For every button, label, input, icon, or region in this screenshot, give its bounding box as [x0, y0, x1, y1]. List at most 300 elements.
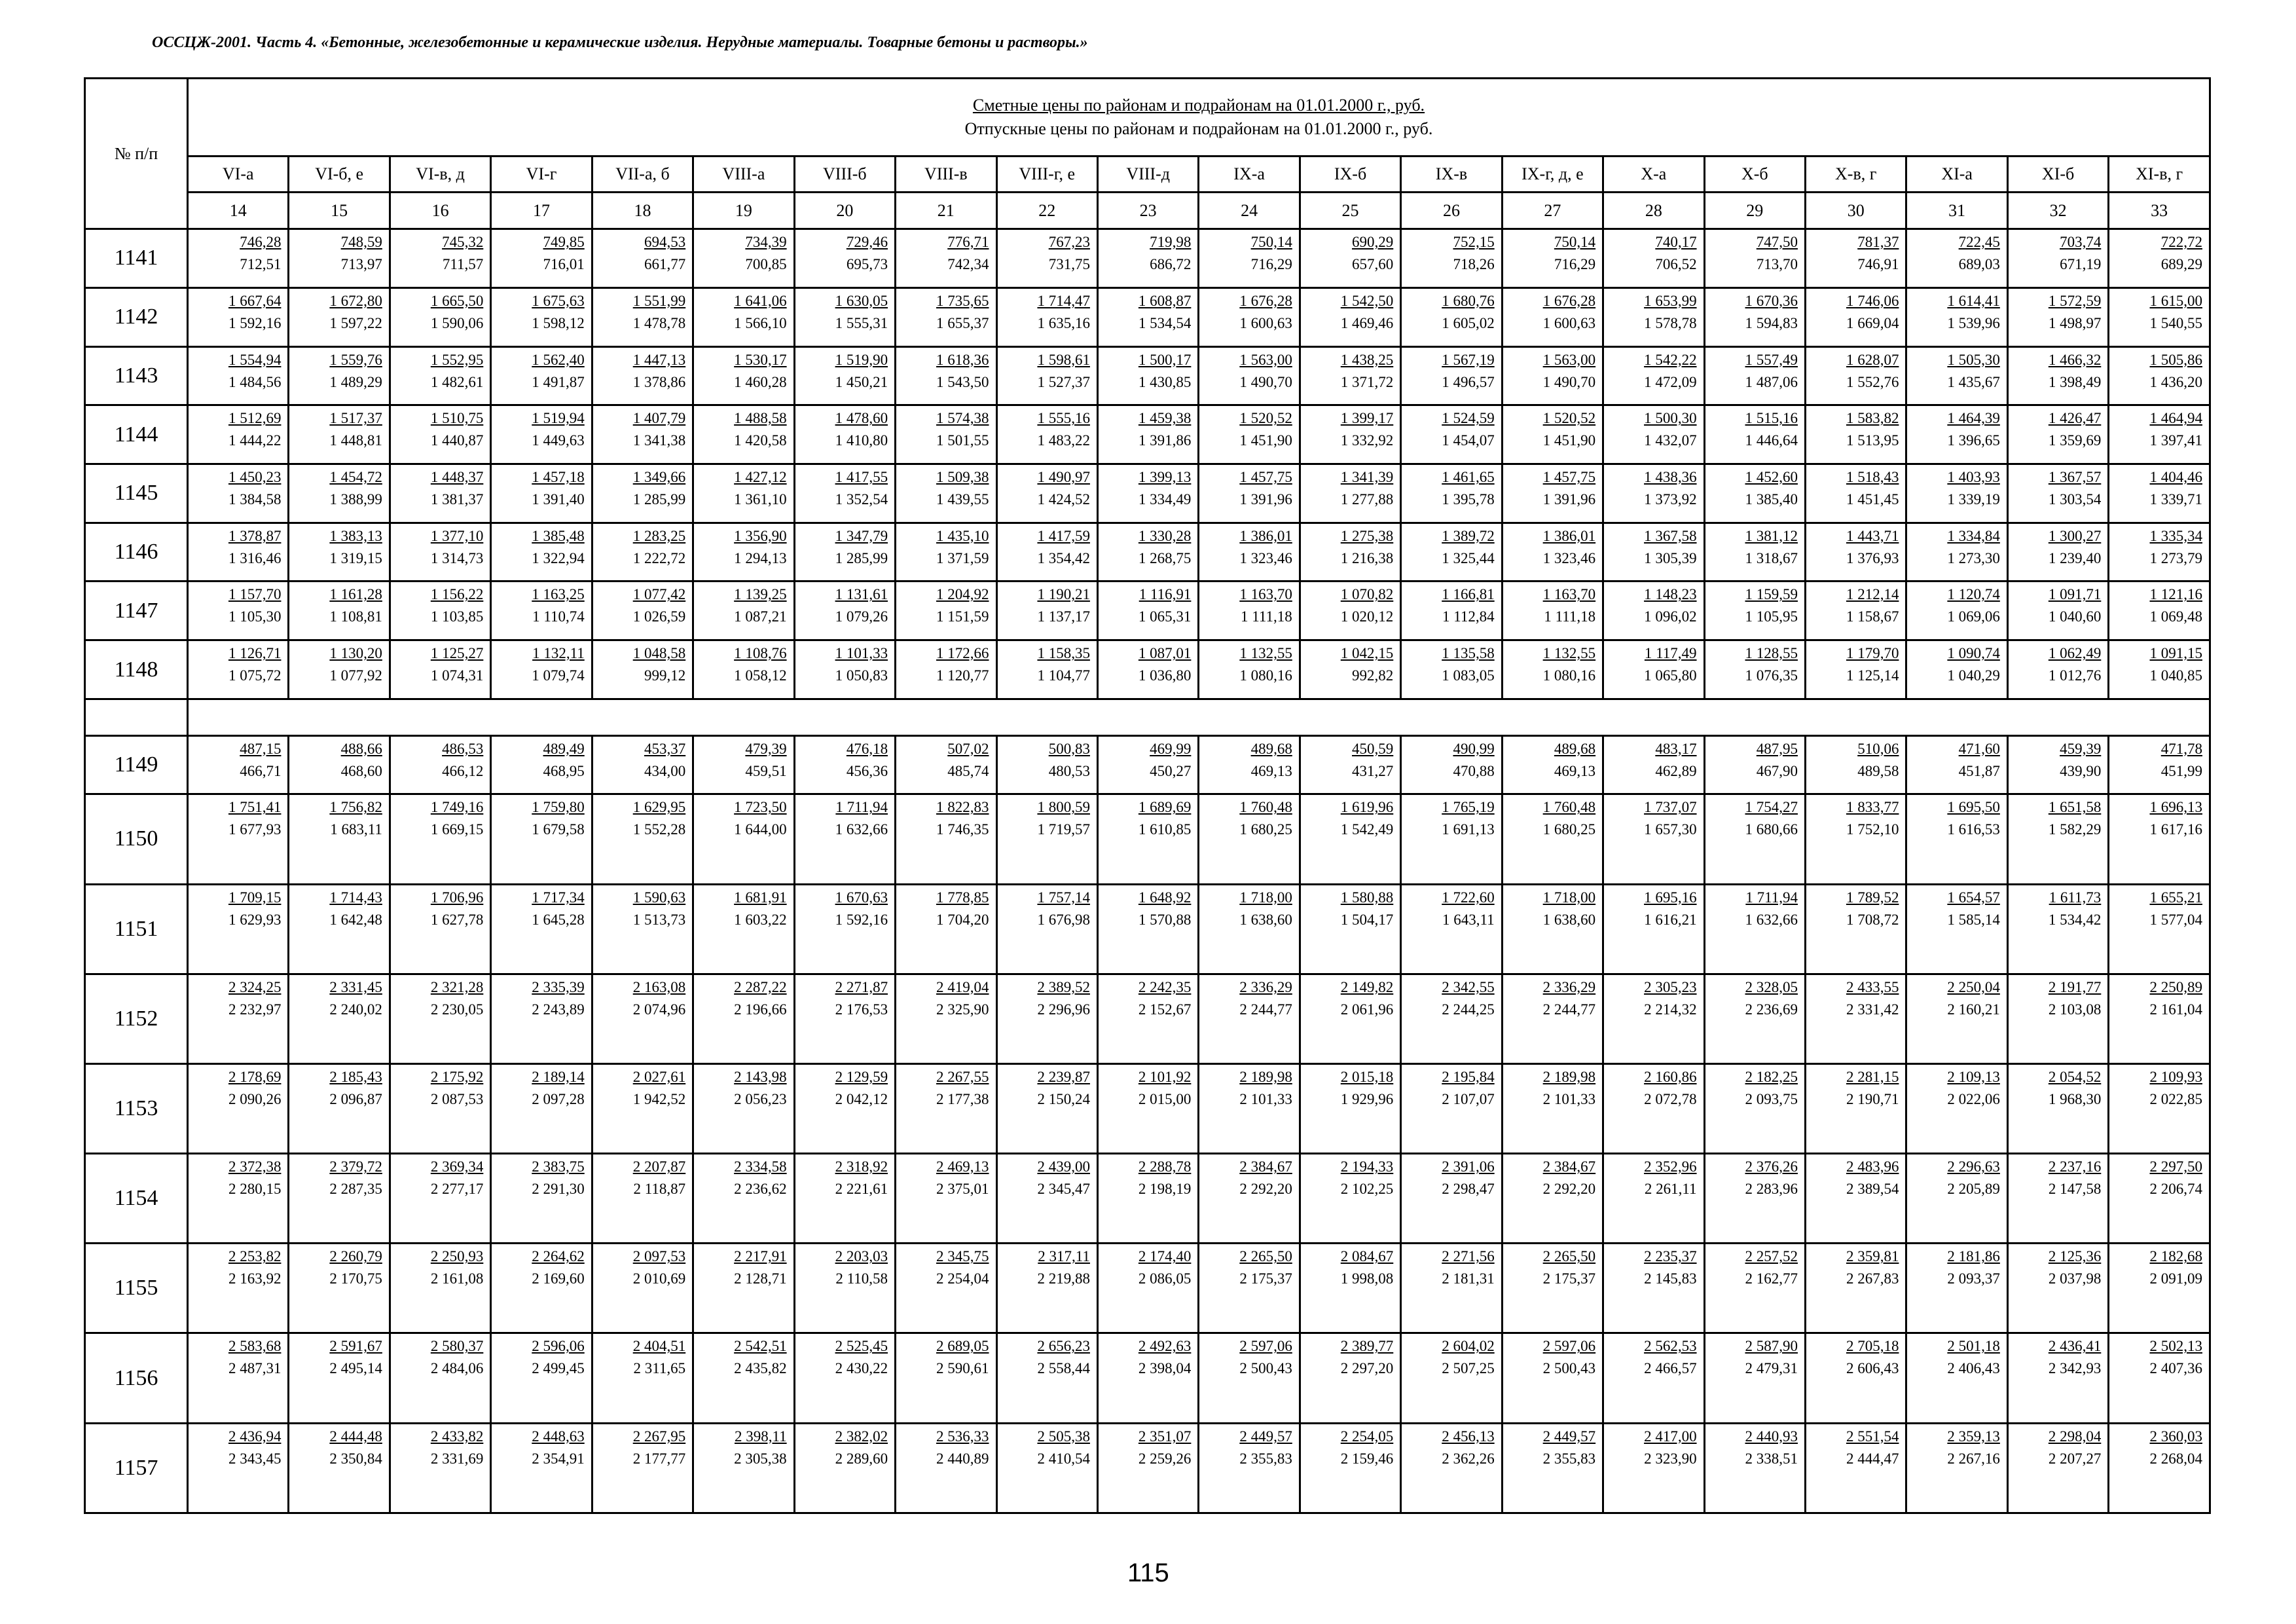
price-cell — [1906, 464, 2007, 523]
estimated-price: 2 163,08 — [632, 978, 686, 995]
price-cell — [491, 464, 592, 523]
price-cell — [1502, 1423, 1603, 1513]
selling-price: 1 610,85 — [1138, 821, 1192, 838]
estimated-price: 1 438,25 — [1340, 351, 1394, 368]
estimated-price: 2 101,92 — [1138, 1068, 1192, 1085]
price-cell — [491, 287, 592, 346]
selling-price: 716,29 — [1250, 256, 1292, 273]
estimated-price: 2 143,98 — [734, 1068, 787, 1085]
estimated-price: 2 502,13 — [2149, 1338, 2202, 1355]
estimated-price: 1 737,07 — [1644, 799, 1697, 816]
price-cell — [1603, 1423, 1704, 1513]
price-cell — [996, 581, 1097, 640]
selling-price: 1 158,67 — [1846, 608, 1899, 625]
estimated-price: 1 383,13 — [329, 527, 382, 544]
estimated-price: 2 129,59 — [835, 1068, 888, 1085]
region-header: IX-б — [1300, 156, 1400, 193]
price-cell — [1502, 581, 1603, 640]
estimated-price: 2 271,87 — [835, 978, 888, 995]
price-cell — [896, 1333, 996, 1423]
selling-price: 2 150,24 — [1037, 1090, 1090, 1107]
region-header: VI-г — [491, 156, 592, 193]
price-cell — [896, 1154, 996, 1244]
column-number: 16 — [390, 193, 490, 229]
estimated-price: 1 717,34 — [532, 889, 585, 906]
estimated-price: 1 347,79 — [835, 527, 888, 544]
price-cell — [1806, 794, 1906, 884]
estimated-price: 750,14 — [1554, 234, 1596, 251]
estimated-price: 1 590,63 — [632, 889, 686, 906]
estimated-price: 1 665,50 — [430, 292, 484, 309]
estimated-price: 1 447,13 — [632, 351, 686, 368]
selling-price: 2 466,57 — [1644, 1360, 1697, 1377]
price-cell — [794, 1154, 895, 1244]
estimated-price: 1 335,34 — [2149, 527, 2202, 544]
estimated-price: 1 120,74 — [1947, 586, 2000, 603]
price-cell — [1401, 884, 1502, 974]
selling-price: 1 285,99 — [632, 490, 686, 507]
estimated-price: 1 478,60 — [835, 410, 888, 427]
estimated-price: 1 435,10 — [936, 527, 989, 544]
selling-price: 1 334,49 — [1138, 490, 1192, 507]
price-cell — [1603, 1244, 1704, 1333]
selling-price: 718,26 — [1453, 256, 1495, 273]
column-number: 24 — [1199, 193, 1300, 229]
estimated-price: 2 689,05 — [936, 1338, 989, 1355]
estimated-price: 1 530,17 — [734, 351, 787, 368]
estimated-price: 1 490,97 — [1037, 468, 1090, 485]
selling-price: 713,70 — [1756, 256, 1798, 273]
selling-price: 2 074,96 — [632, 1001, 686, 1018]
estimated-price: 1 117,49 — [1644, 645, 1697, 662]
estimated-price: 1 330,28 — [1138, 527, 1192, 544]
selling-price: 2 375,01 — [936, 1181, 989, 1198]
price-cell — [289, 287, 390, 346]
selling-price: 1 543,50 — [936, 373, 989, 390]
selling-price: 2 311,65 — [633, 1360, 686, 1377]
price-cell — [592, 581, 693, 640]
estimated-price: 2 267,55 — [936, 1068, 989, 1085]
table-title — [188, 79, 2210, 157]
estimated-price: 2 359,13 — [1947, 1428, 2000, 1445]
estimated-price: 1 653,99 — [1644, 292, 1697, 309]
price-cell — [1603, 974, 1704, 1063]
selling-price: 1 669,04 — [1846, 314, 1899, 331]
price-cell — [794, 287, 895, 346]
estimated-price: 1 648,92 — [1138, 889, 1192, 906]
selling-price: 1 314,73 — [430, 549, 484, 566]
estimated-price: 2 448,63 — [532, 1428, 585, 1445]
estimated-price: 1 048,58 — [632, 645, 686, 662]
estimated-price: 740,17 — [1655, 234, 1697, 251]
estimated-price: 2 336,29 — [1542, 978, 1596, 995]
selling-price: 2 090,26 — [228, 1090, 282, 1107]
price-cell — [1603, 640, 1704, 699]
price-cell — [2109, 287, 2210, 346]
selling-price: 2 102,25 — [1340, 1181, 1394, 1198]
price-cell — [491, 1333, 592, 1423]
selling-price: 1 040,29 — [1947, 667, 2000, 684]
selling-price: 1 112,84 — [1442, 608, 1495, 625]
region-header: X-в, г — [1806, 156, 1906, 193]
selling-price: 2 500,43 — [1542, 1360, 1596, 1377]
price-cell — [1603, 735, 1704, 794]
estimated-price: 2 389,52 — [1037, 978, 1090, 995]
price-cell — [2007, 1063, 2108, 1153]
price-cell — [592, 1333, 693, 1423]
selling-price: 2 261,11 — [1644, 1181, 1697, 1198]
price-cell — [1199, 287, 1300, 346]
selling-price: 1 679,58 — [532, 821, 585, 838]
selling-price: 1 040,85 — [2149, 667, 2202, 684]
price-cell — [1097, 1063, 1198, 1153]
region-header: XI-в, г — [2109, 156, 2210, 193]
selling-price: 2 305,38 — [734, 1450, 787, 1467]
selling-price: 467,90 — [1756, 762, 1798, 779]
price-cell — [1097, 464, 1198, 523]
column-number: 22 — [996, 193, 1097, 229]
selling-price: 1 691,13 — [1442, 821, 1495, 838]
selling-price: 1 440,87 — [430, 432, 484, 449]
selling-price: 1 629,93 — [228, 911, 282, 928]
selling-price: 1 065,31 — [1138, 608, 1192, 625]
selling-price: 2 495,14 — [329, 1360, 382, 1377]
price-cell — [188, 735, 289, 794]
price-cell — [188, 229, 289, 288]
estimated-price: 1 749,16 — [430, 799, 484, 816]
price-cell — [390, 287, 490, 346]
row-number: 1150 — [85, 794, 188, 884]
estimated-price: 2 501,18 — [1947, 1338, 2000, 1355]
price-cell — [289, 1333, 390, 1423]
price-cell — [1906, 581, 2007, 640]
price-cell — [693, 884, 794, 974]
selling-price: 1 460,28 — [734, 373, 787, 390]
estimated-price: 2 189,14 — [532, 1068, 585, 1085]
estimated-price: 2 335,39 — [532, 978, 585, 995]
selling-price: 2 606,43 — [1846, 1360, 1899, 1377]
estimated-price: 2 334,58 — [734, 1158, 787, 1175]
estimated-price: 1 459,38 — [1138, 410, 1192, 427]
selling-price: 1 539,96 — [1947, 314, 2000, 331]
selling-price: 1 446,64 — [1745, 432, 1798, 449]
region-header: X-б — [1704, 156, 1805, 193]
price-cell — [1097, 523, 1198, 581]
selling-price: 1 036,80 — [1138, 667, 1192, 684]
price-cell — [390, 794, 490, 884]
price-cell — [390, 1063, 490, 1153]
selling-price: 2 232,97 — [228, 1001, 282, 1018]
column-number: 27 — [1502, 193, 1603, 229]
price-cell — [1401, 1333, 1502, 1423]
price-cell — [1704, 287, 1805, 346]
price-cell — [794, 523, 895, 581]
selling-price: 1 332,92 — [1340, 432, 1394, 449]
selling-price: 1 643,11 — [1442, 911, 1495, 928]
estimated-price: 1 580,88 — [1340, 889, 1394, 906]
selling-price: 1 435,67 — [1947, 373, 2000, 390]
estimated-price: 1 179,70 — [1846, 645, 1899, 662]
price-cell — [1097, 287, 1198, 346]
selling-price: 2 298,47 — [1442, 1181, 1495, 1198]
region-header: VI-в, д — [390, 156, 490, 193]
estimated-price: 1 689,69 — [1138, 799, 1192, 816]
selling-price: 1 077,92 — [329, 667, 382, 684]
price-cell — [794, 884, 895, 974]
estimated-price: 2 250,04 — [1947, 978, 2000, 995]
selling-price: 1 108,81 — [329, 608, 382, 625]
table-row — [85, 1423, 2210, 1513]
estimated-price: 487,15 — [240, 740, 282, 757]
selling-price: 1 585,14 — [1947, 911, 2000, 928]
price-cell — [1806, 1423, 1906, 1513]
price-cell — [390, 1423, 490, 1513]
price-cell — [1097, 974, 1198, 1063]
selling-price: 2 022,06 — [1947, 1090, 2000, 1107]
price-cell — [1603, 346, 1704, 405]
selling-price: 1 478,78 — [632, 314, 686, 331]
header-title-row — [85, 79, 2210, 157]
selling-price: 2 163,92 — [228, 1270, 282, 1287]
price-cell — [1097, 735, 1198, 794]
price-cell — [491, 405, 592, 464]
selling-price: 480,53 — [1048, 762, 1090, 779]
price-cell — [1704, 1063, 1805, 1153]
estimated-price: 2 027,61 — [632, 1068, 686, 1085]
selling-price: 1 354,42 — [1037, 549, 1090, 566]
estimated-price: 1 163,70 — [1542, 586, 1596, 603]
selling-price: 2 499,45 — [532, 1360, 585, 1377]
estimated-price: 750,14 — [1250, 234, 1292, 251]
selling-price: 1 600,63 — [1542, 314, 1596, 331]
price-cell — [1806, 405, 1906, 464]
price-cell — [1603, 1333, 1704, 1423]
estimated-price: 2 492,63 — [1138, 1338, 1192, 1355]
selling-price: 2 487,31 — [228, 1360, 282, 1377]
estimated-price: 2 185,43 — [329, 1068, 382, 1085]
region-header-row — [85, 156, 2210, 193]
estimated-price: 1 404,46 — [2149, 468, 2202, 485]
selling-price: 1 074,31 — [430, 667, 484, 684]
column-number: 30 — [1806, 193, 1906, 229]
estimated-price: 2 178,69 — [228, 1068, 282, 1085]
price-cell — [996, 523, 1097, 581]
estimated-price: 1 161,28 — [329, 586, 382, 603]
estimated-price: 2 439,00 — [1037, 1158, 1090, 1175]
price-cell — [188, 1423, 289, 1513]
region-header: VI-б, е — [289, 156, 390, 193]
selling-price: 1 105,30 — [228, 608, 282, 625]
price-cell — [1806, 229, 1906, 288]
estimated-price: 2 433,55 — [1846, 978, 1899, 995]
price-cell — [2007, 794, 2108, 884]
price-cell — [390, 1244, 490, 1333]
price-cell — [794, 640, 895, 699]
selling-price: 1 385,40 — [1745, 490, 1798, 507]
estimated-price: 2 389,77 — [1340, 1338, 1394, 1355]
selling-price: 2 440,89 — [936, 1450, 989, 1467]
price-cell — [1300, 287, 1400, 346]
price-table — [84, 77, 2211, 1514]
price-cell — [896, 464, 996, 523]
price-cell — [1300, 1333, 1400, 1423]
price-cell — [896, 884, 996, 974]
price-cell — [592, 287, 693, 346]
estimated-price: 1 654,57 — [1947, 889, 2000, 906]
estimated-price: 1 381,12 — [1745, 527, 1798, 544]
selling-price: 2 287,35 — [329, 1181, 382, 1198]
price-cell — [1401, 1063, 1502, 1153]
estimated-price: 1 148,23 — [1644, 586, 1697, 603]
estimated-price: 2 207,87 — [632, 1158, 686, 1175]
row-number: 1145 — [85, 464, 188, 523]
estimated-price: 2 250,89 — [2149, 978, 2202, 995]
selling-price: 1 439,55 — [936, 490, 989, 507]
selling-price: 2 042,12 — [835, 1090, 888, 1107]
selling-price: 470,88 — [1453, 762, 1495, 779]
price-cell — [996, 1154, 1097, 1244]
column-number: 33 — [2109, 193, 2210, 229]
selling-price: 1 318,67 — [1745, 549, 1798, 566]
price-cell — [289, 1063, 390, 1153]
price-cell — [1300, 794, 1400, 884]
estimated-price: 1 515,16 — [1745, 410, 1798, 427]
selling-price: 1 680,25 — [1542, 821, 1596, 838]
estimated-price: 1 554,94 — [228, 351, 282, 368]
price-cell — [2007, 523, 2108, 581]
estimated-price: 690,29 — [1352, 234, 1394, 251]
estimated-price: 453,37 — [644, 740, 686, 757]
price-cell — [1199, 640, 1300, 699]
estimated-price: 2 417,00 — [1644, 1428, 1697, 1445]
selling-price: 2 110,58 — [835, 1270, 888, 1287]
selling-price: 686,72 — [1150, 256, 1192, 273]
selling-price: 466,71 — [240, 762, 282, 779]
selling-price: 1 616,21 — [1644, 911, 1697, 928]
selling-price: 2 091,09 — [2149, 1270, 2202, 1287]
price-cell — [1199, 229, 1300, 288]
estimated-price: 1 172,66 — [936, 645, 989, 662]
selling-price: 1 371,59 — [936, 549, 989, 566]
selling-price: 2 160,21 — [1947, 1001, 2000, 1018]
selling-price: 2 236,62 — [734, 1181, 787, 1198]
selling-price: 1 277,88 — [1340, 490, 1394, 507]
price-cell — [289, 735, 390, 794]
estimated-price: 1 641,06 — [734, 292, 787, 309]
price-cell — [2109, 229, 2210, 288]
estimated-price: 1 695,16 — [1644, 889, 1697, 906]
table-row — [85, 1154, 2210, 1244]
estimated-price: 776,71 — [947, 234, 989, 251]
selling-price: 1 396,65 — [1947, 432, 2000, 449]
selling-price: 1 069,48 — [2149, 608, 2202, 625]
estimated-price: 1 711,94 — [1745, 889, 1798, 906]
estimated-price: 703,74 — [2060, 234, 2102, 251]
price-cell — [896, 581, 996, 640]
estimated-price: 2 433,82 — [430, 1428, 484, 1445]
estimated-price: 2 257,52 — [1745, 1248, 1798, 1265]
price-cell — [1704, 229, 1805, 288]
selling-price: 711,57 — [442, 256, 484, 273]
price-cell — [1401, 464, 1502, 523]
estimated-price: 2 352,96 — [1644, 1158, 1697, 1175]
price-cell — [1704, 884, 1805, 974]
estimated-price: 1 116,91 — [1139, 586, 1192, 603]
selling-price: 434,00 — [644, 762, 686, 779]
estimated-price: 1 132,11 — [532, 645, 585, 662]
selling-price: 1 352,54 — [835, 490, 888, 507]
estimated-price: 2 239,87 — [1037, 1068, 1090, 1085]
selling-price: 695,73 — [846, 256, 888, 273]
selling-price: 1 746,35 — [936, 821, 989, 838]
selling-price: 2 170,75 — [329, 1270, 382, 1287]
estimated-price: 2 372,38 — [228, 1158, 282, 1175]
selling-price: 1 137,17 — [1037, 608, 1090, 625]
estimated-price: 1 448,37 — [430, 468, 484, 485]
selling-price: 2 103,08 — [2048, 1001, 2102, 1018]
price-cell — [2109, 346, 2210, 405]
selling-price: 2 430,22 — [835, 1360, 888, 1377]
price-cell — [693, 974, 794, 1063]
estimated-price: 2 391,06 — [1442, 1158, 1495, 1175]
estimated-price: 1 675,63 — [532, 292, 585, 309]
price-cell — [1704, 794, 1805, 884]
estimated-price: 1 572,59 — [2048, 292, 2102, 309]
price-cell — [188, 287, 289, 346]
selling-price: 731,75 — [1048, 256, 1090, 273]
price-cell — [1502, 464, 1603, 523]
selling-price: 2 407,36 — [2149, 1360, 2202, 1377]
table-row — [85, 229, 2210, 288]
estimated-price: 1 759,80 — [532, 799, 585, 816]
row-number: 1152 — [85, 974, 188, 1063]
selling-price: 2 389,54 — [1846, 1181, 1899, 1198]
estimated-price: 2 254,05 — [1340, 1428, 1394, 1445]
selling-price: 2 331,42 — [1846, 1001, 1899, 1018]
selling-price: 2 338,51 — [1745, 1450, 1798, 1467]
selling-price: 2 410,54 — [1037, 1450, 1090, 1467]
selling-price: 2 244,77 — [1542, 1001, 1596, 1018]
estimated-price: 1 756,82 — [329, 799, 382, 816]
estimated-price: 2 175,92 — [430, 1068, 484, 1085]
selling-price: 2 355,83 — [1542, 1450, 1596, 1467]
price-cell — [1806, 974, 1906, 1063]
price-cell — [996, 464, 1097, 523]
price-cell — [390, 346, 490, 405]
column-number: 14 — [188, 193, 289, 229]
selling-price: 1 239,40 — [2048, 549, 2102, 566]
estimated-price: 1 341,39 — [1340, 468, 1394, 485]
selling-price: 1 929,96 — [1340, 1090, 1394, 1107]
region-header: VIII-в — [896, 156, 996, 193]
price-cell — [996, 1333, 1097, 1423]
selling-price: 1 487,06 — [1745, 373, 1798, 390]
price-cell — [1199, 464, 1300, 523]
estimated-price: 1 367,57 — [2048, 468, 2102, 485]
estimated-price: 1 524,59 — [1442, 410, 1495, 427]
estimated-price: 500,83 — [1048, 740, 1090, 757]
row-number: 1147 — [85, 581, 188, 640]
selling-price: 2 345,47 — [1037, 1181, 1090, 1198]
selling-price: 1 483,22 — [1037, 432, 1090, 449]
price-cell — [1097, 1154, 1198, 1244]
price-cell — [1704, 1154, 1805, 1244]
selling-price: 2 398,04 — [1138, 1360, 1192, 1377]
selling-price: 1 432,07 — [1644, 432, 1697, 449]
price-cell — [592, 523, 693, 581]
estimated-price: 2 456,13 — [1442, 1428, 1495, 1445]
selling-price: 2 221,61 — [835, 1181, 888, 1198]
